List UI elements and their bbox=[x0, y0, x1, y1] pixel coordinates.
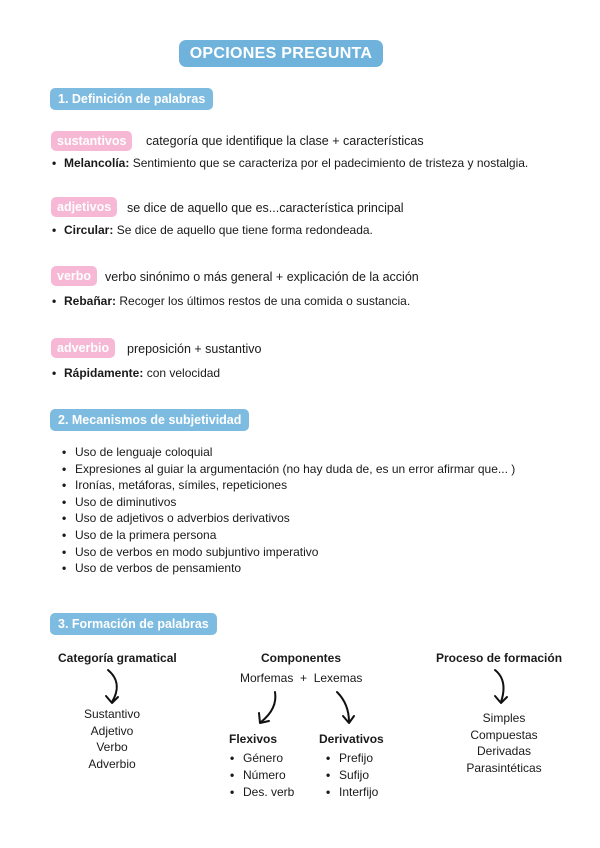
tag-adjetivos: adjetivos bbox=[51, 197, 117, 217]
example-word: Circular: bbox=[64, 223, 114, 237]
example-verbo bbox=[52, 294, 410, 308]
tag-sustantivos: sustantivos bbox=[51, 131, 132, 151]
example-text: Se dice de aquello que tiene forma redondeada. bbox=[116, 223, 373, 237]
list-item: • Uso de verbos en modo subjuntivo imperativo bbox=[62, 544, 515, 561]
flexivos-heading: Flexivos bbox=[229, 732, 278, 746]
list-item: • Género bbox=[230, 750, 294, 767]
example-adverbio bbox=[52, 366, 220, 380]
list-item: Parasintéticas bbox=[466, 760, 542, 775]
morfemas-label: Morfemas bbox=[240, 671, 294, 685]
list-item: • Uso de verbos de pensamiento bbox=[62, 560, 515, 577]
list-item: • Sufijo bbox=[326, 767, 378, 784]
tag-verbo: verbo bbox=[51, 266, 97, 286]
example-sustantivos bbox=[52, 156, 528, 170]
list-item: • Uso de la primera persona bbox=[62, 527, 515, 544]
definition-sustantivos: categoría que identifique la clase + características bbox=[146, 134, 424, 148]
list-item: Verbo bbox=[96, 740, 128, 754]
arrow-down-right-icon bbox=[333, 690, 363, 730]
categoria-list bbox=[62, 706, 162, 772]
plus-sign: + bbox=[300, 671, 308, 685]
list-item: • Número bbox=[230, 767, 294, 784]
definition-adverbio: preposición + sustantivo bbox=[127, 342, 262, 356]
list-item: • Des. verb bbox=[230, 784, 294, 801]
list-item: • Ironías, metáforas, símiles, repeticiones bbox=[62, 477, 515, 494]
list-item: Adverbio bbox=[88, 756, 136, 771]
componentes-heading: Componentes bbox=[261, 651, 342, 665]
example-adjetivos bbox=[52, 223, 373, 237]
example-word: Melancolía: bbox=[64, 156, 130, 170]
tag-adverbio: adverbio bbox=[51, 338, 115, 358]
flexivos-list bbox=[230, 750, 294, 800]
example-text: Recoger los últimos restos de una comida o sustancia. bbox=[119, 294, 411, 308]
example-word: Rebañar: bbox=[64, 294, 117, 308]
arrow-down-left-icon bbox=[253, 690, 283, 730]
derivativos-heading: Derivativos bbox=[319, 732, 384, 746]
example-text: Sentimiento que se caracteriza por el padecimiento de tristeza y nostalgia. bbox=[132, 156, 529, 170]
list-item: Sustantivo bbox=[83, 707, 141, 721]
derivativos-list bbox=[326, 750, 378, 800]
list-item: Compuestas bbox=[470, 727, 538, 742]
subjectivity-list bbox=[62, 444, 515, 577]
arrow-down-icon bbox=[100, 668, 130, 708]
definition-verbo: verbo sinónimo o más general + explicación de la acción bbox=[105, 270, 419, 284]
list-item: • Expresiones al guiar la argumentación (no hay duda de, es un error afirmar que... ) bbox=[62, 461, 515, 478]
proceso-list bbox=[452, 710, 556, 776]
list-item: Derivadas bbox=[476, 744, 532, 758]
section-2-heading: 2. Mecanismos de subjetividad bbox=[50, 409, 249, 431]
lexemas-label: Lexemas bbox=[313, 671, 363, 685]
arrow-down-icon bbox=[487, 668, 517, 708]
morfemas-lexemas bbox=[240, 671, 362, 685]
list-item: • Uso de adjetivos o adverbios derivativos bbox=[62, 510, 515, 527]
categoria-heading: Categoría gramatical bbox=[58, 651, 177, 665]
list-item: Simples bbox=[482, 711, 526, 725]
proceso-heading: Proceso de formación bbox=[436, 651, 563, 665]
page-title: OPCIONES PREGUNTA 4B bbox=[179, 40, 383, 67]
example-word: Rápidamente: bbox=[64, 366, 144, 380]
list-item: Adjetivo bbox=[90, 723, 134, 738]
list-item: • Uso de lenguaje coloquial bbox=[62, 444, 515, 461]
definition-adjetivos: se dice de aquello que es...característica principal bbox=[127, 201, 404, 215]
section-1-heading: 1. Definición de palabras bbox=[50, 88, 213, 110]
list-item: • Interfijo bbox=[326, 784, 378, 801]
section-3-heading: 3. Formación de palabras bbox=[50, 613, 217, 635]
example-text: con velocidad bbox=[146, 366, 221, 380]
list-item: • Prefijo bbox=[326, 750, 378, 767]
list-item: • Uso de diminutivos bbox=[62, 494, 515, 511]
